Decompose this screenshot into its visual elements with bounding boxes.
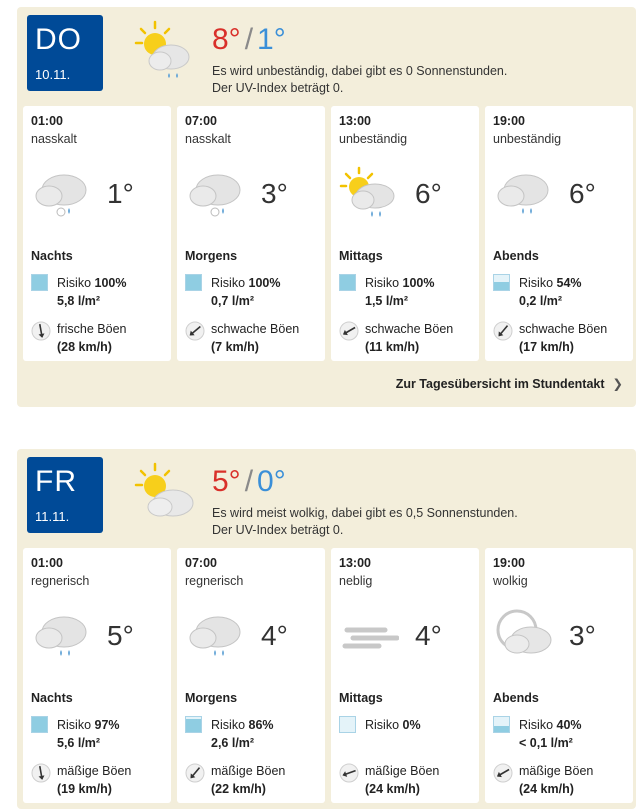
wind-gust-label: mäßige Böen [365, 764, 440, 778]
slot-temperature: 4° [261, 620, 288, 651]
wind-speed: (7 km/h) [211, 340, 259, 354]
wind-gust-label: schwache Böen [519, 322, 608, 336]
slot-condition: wolkig [493, 574, 528, 588]
date-badge [27, 457, 103, 533]
slot-condition: unbeständig [339, 132, 408, 146]
slot-noon [331, 106, 479, 361]
wind-speed: (19 km/h) [57, 782, 112, 796]
wind-gust-label: mäßige Böen [519, 764, 594, 778]
rain-risk-value: 86% [248, 718, 274, 732]
slot-time: 07:00 [185, 114, 217, 128]
temperature-range [212, 23, 286, 57]
rain-risk-icon [339, 274, 356, 291]
rain-amount: 5,8 l/m² [57, 294, 101, 308]
rain-amount: 0,7 l/m² [211, 294, 255, 308]
cloud-rain-icon [185, 608, 245, 662]
day-description [212, 63, 507, 97]
slot-morning [177, 106, 325, 361]
sun-cloud-rain-icon [133, 19, 197, 83]
uv-line: Der UV-Index beträgt 0. [212, 523, 344, 537]
slot-period: Abends [493, 249, 539, 263]
wind-speed: (24 km/h) [365, 782, 420, 796]
wind-gust-label: schwache Böen [211, 322, 300, 336]
rain-risk [519, 276, 582, 290]
slot-period: Morgens [185, 691, 238, 705]
wind-direction-icon [185, 763, 205, 783]
rain-risk-value: 40% [556, 718, 582, 732]
slot-temperature: 3° [569, 620, 596, 651]
date: 10.11. [35, 67, 71, 82]
slot-period: Nachts [31, 249, 73, 263]
uv-line: Der UV-Index beträgt 0. [212, 81, 344, 95]
temp-max: 8° [212, 23, 241, 56]
wind-gust-label: frische Böen [57, 322, 127, 336]
temperature-range [212, 465, 286, 499]
rain-risk-icon [493, 716, 510, 733]
wind-direction-icon [185, 321, 205, 341]
date-badge [27, 15, 103, 91]
rain-risk-label: Risiko [365, 718, 400, 732]
slot-temperature: 1° [107, 178, 134, 209]
rain-risk-icon [339, 716, 356, 733]
rain-amount: 2,6 l/m² [211, 736, 255, 750]
slot-time: 19:00 [493, 556, 525, 570]
rain-risk-icon [185, 716, 202, 733]
wind-gust-label: schwache Böen [365, 322, 454, 336]
hourly-overview-link[interactable] [396, 376, 623, 391]
wind-direction-icon [31, 763, 51, 783]
rain-risk-value: 100% [402, 276, 435, 290]
sun-cloud-icon [133, 461, 197, 525]
cloud-rain-snow-icon [185, 166, 245, 220]
wind-direction-icon [493, 321, 513, 341]
rain-risk-value: 54% [556, 276, 582, 290]
rain-risk [211, 718, 274, 732]
rain-amount: 1,5 l/m² [365, 294, 409, 308]
slot-temperature: 6° [415, 178, 442, 209]
temp-min: 1° [257, 23, 286, 56]
slot-time: 13:00 [339, 556, 371, 570]
rain-risk-label: Risiko [365, 276, 400, 290]
wind-speed: (17 km/h) [519, 340, 574, 354]
slot-temperature: 6° [569, 178, 596, 209]
slot-time: 01:00 [31, 114, 63, 128]
slot-morning [177, 548, 325, 803]
day-card-friday [17, 449, 636, 809]
temp-separator: / [244, 23, 254, 56]
slot-time: 07:00 [185, 556, 217, 570]
rain-risk-icon [493, 274, 510, 291]
slot-condition: regnerisch [185, 574, 244, 588]
wind-speed: (28 km/h) [57, 340, 112, 354]
slot-noon [331, 548, 479, 803]
date: 11.11. [35, 509, 70, 524]
weekday: FR [35, 465, 77, 498]
day-description [212, 505, 518, 539]
slot-condition: nasskalt [185, 132, 231, 146]
fog-icon [339, 608, 399, 662]
wind-speed: (24 km/h) [519, 782, 574, 796]
slot-time: 01:00 [31, 556, 63, 570]
rain-risk [519, 718, 582, 732]
rain-risk [211, 276, 281, 290]
wind-gust-label: mäßige Böen [211, 764, 286, 778]
rain-risk-label: Risiko [211, 276, 246, 290]
rain-amount: 0,2 l/m² [519, 294, 563, 308]
wind-direction-icon [493, 763, 513, 783]
slot-period: Morgens [185, 249, 238, 263]
sun-cloud-rain-icon [339, 166, 399, 220]
temp-max: 5° [212, 465, 241, 498]
rain-risk-value: 97% [94, 718, 120, 732]
slot-time: 19:00 [493, 114, 525, 128]
slot-period: Nachts [31, 691, 73, 705]
slot-period: Mittags [339, 249, 383, 263]
slot-period: Abends [493, 691, 539, 705]
rain-risk-icon [31, 274, 48, 291]
rain-amount: < 0,1 l/m² [519, 736, 573, 750]
slot-evening [485, 548, 633, 803]
cloud-rain-icon [493, 166, 553, 220]
rain-risk-label: Risiko [57, 718, 92, 732]
rain-risk-icon [31, 716, 48, 733]
slot-night [23, 106, 171, 361]
wind-direction-icon [31, 321, 51, 341]
slot-night [23, 548, 171, 803]
moon-cloud-icon [493, 608, 553, 662]
temp-separator: / [244, 465, 254, 498]
rain-risk-value: 100% [94, 276, 127, 290]
rain-amount: 5,6 l/m² [57, 736, 101, 750]
wind-direction-icon [339, 321, 359, 341]
link-label[interactable]: Zur Tagesübersicht im Stundentakt [395, 377, 605, 391]
wind-gust-label: mäßige Böen [57, 764, 132, 778]
slot-condition: regnerisch [31, 574, 90, 588]
rain-risk [57, 276, 127, 290]
rain-risk [365, 276, 435, 290]
weekday: DO [35, 23, 82, 56]
slot-temperature: 4° [415, 620, 442, 651]
rain-risk-label: Risiko [57, 276, 92, 290]
slot-evening [485, 106, 633, 361]
rain-risk-label: Risiko [211, 718, 246, 732]
description-line: Es wird meist wolkig, dabei gibt es 0,5 Sonnenstunden. [212, 506, 518, 520]
slot-condition: unbeständig [493, 132, 562, 146]
rain-risk-label: Risiko [519, 718, 554, 732]
chevron-right-icon: ❯ [612, 377, 623, 391]
slot-temperature: 5° [107, 620, 134, 651]
slot-condition: nasskalt [31, 132, 77, 146]
description-line: Es wird unbeständig, dabei gibt es 0 Sonnenstunden. [212, 64, 508, 78]
wind-speed: (22 km/h) [211, 782, 266, 796]
slot-time: 13:00 [339, 114, 371, 128]
wind-speed: (11 km/h) [365, 340, 420, 354]
slot-period: Mittags [339, 691, 383, 705]
rain-risk-value: 100% [248, 276, 281, 290]
slot-temperature: 3° [261, 178, 288, 209]
rain-risk-value: 0% [402, 718, 421, 732]
wind-direction-icon [339, 763, 359, 783]
cloud-rain-snow-icon [31, 166, 91, 220]
rain-risk [365, 718, 421, 732]
rain-risk-label: Risiko [519, 276, 554, 290]
cloud-rain-icon [31, 608, 91, 662]
temp-min: 0° [257, 465, 286, 498]
day-card-thursday [17, 7, 636, 407]
rain-risk-icon [185, 274, 202, 291]
slot-condition: neblig [339, 574, 373, 588]
rain-risk [57, 718, 120, 732]
